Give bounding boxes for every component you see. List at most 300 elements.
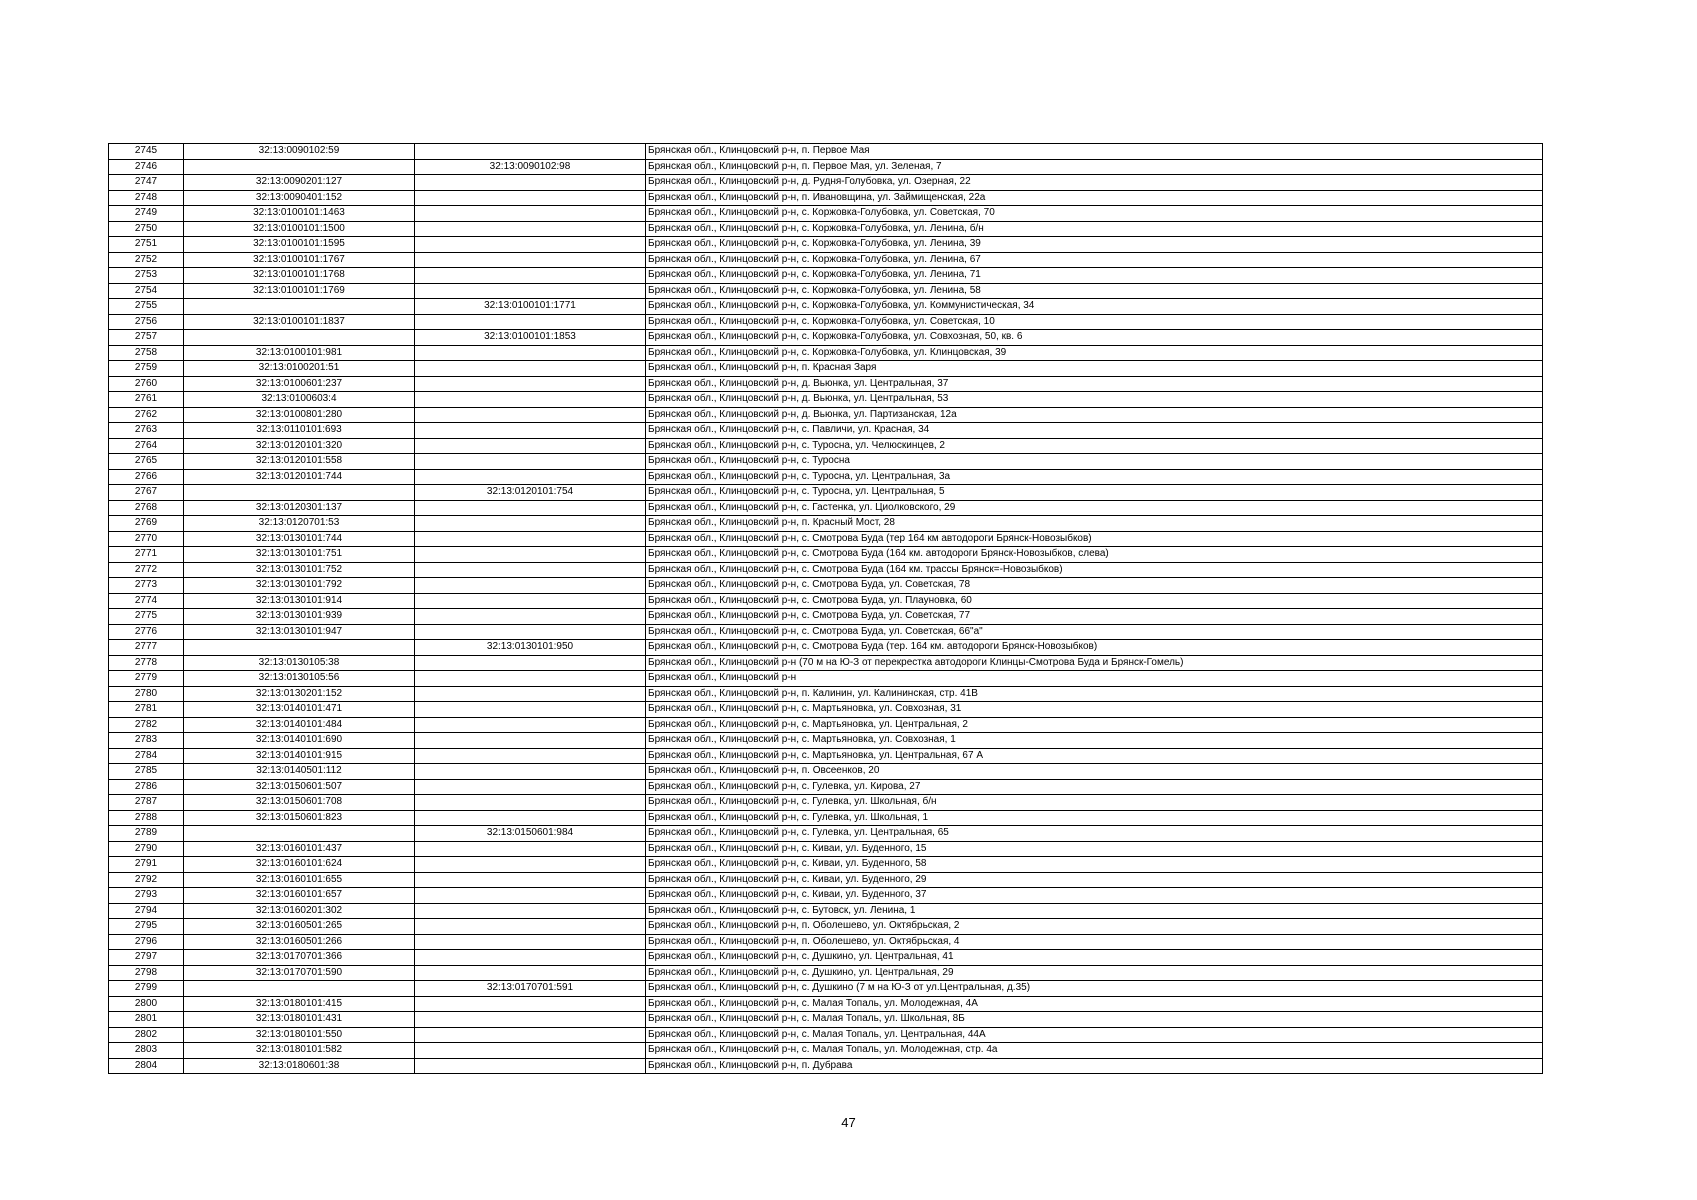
cell-row-number: 2757 (109, 330, 184, 346)
cell-cadastral-number-alt (415, 206, 646, 222)
cell-cadastral-number: 32:13:0140501:112 (184, 764, 415, 780)
cell-cadastral-number-alt (415, 950, 646, 966)
cell-row-number: 2784 (109, 748, 184, 764)
cell-cadastral-number-alt (415, 175, 646, 191)
cell-cadastral-number-alt (415, 469, 646, 485)
cell-cadastral-number: 32:13:0160201:302 (184, 903, 415, 919)
cell-cadastral-number: 32:13:0180101:431 (184, 1012, 415, 1028)
table-row (109, 361, 1543, 377)
table-row (109, 314, 1543, 330)
cell-address: Брянская обл., Клинцовский р-н, д. Вьюнка, ул. Центральная, 53 (646, 392, 1543, 408)
cell-cadastral-number-alt: 32:13:0090102:98 (415, 159, 646, 175)
cell-address: Брянская обл., Клинцовский р-н, с. Смотрова Буда, ул. Плауновка, 60 (646, 593, 1543, 609)
cell-address: Брянская обл., Клинцовский р-н, п. Оболешево, ул. Октябрьская, 2 (646, 919, 1543, 935)
cell-cadastral-number: 32:13:0100101:1595 (184, 237, 415, 253)
table-row (109, 841, 1543, 857)
cell-cadastral-number-alt: 32:13:0100101:1853 (415, 330, 646, 346)
table-row (109, 1012, 1543, 1028)
cell-row-number: 2783 (109, 733, 184, 749)
cell-cadastral-number: 32:13:0170701:590 (184, 965, 415, 981)
cell-cadastral-number: 32:13:0140101:471 (184, 702, 415, 718)
cell-row-number: 2748 (109, 190, 184, 206)
cell-row-number: 2747 (109, 175, 184, 191)
cell-cadastral-number-alt (415, 888, 646, 904)
cell-row-number: 2764 (109, 438, 184, 454)
cell-cadastral-number-alt (415, 1058, 646, 1074)
cell-row-number: 2796 (109, 934, 184, 950)
cell-cadastral-number-alt (415, 810, 646, 826)
cell-cadastral-number: 32:13:0160101:437 (184, 841, 415, 857)
table-row (109, 392, 1543, 408)
cell-cadastral-number: 32:13:0110101:693 (184, 423, 415, 439)
cell-address: Брянская обл., Клинцовский р-н, с. Мартьяновка, ул. Совхозная, 31 (646, 702, 1543, 718)
cell-row-number: 2765 (109, 454, 184, 470)
table-row (109, 268, 1543, 284)
cell-row-number: 2774 (109, 593, 184, 609)
cell-cadastral-number: 32:13:0090102:59 (184, 144, 415, 160)
cell-cadastral-number-alt (415, 702, 646, 718)
cell-cadastral-number: 32:13:0130101:947 (184, 624, 415, 640)
cell-address: Брянская обл., Клинцовский р-н, с. Малая Топаль, ул. Молодежная, стр. 4а (646, 1043, 1543, 1059)
table-row (109, 283, 1543, 299)
cell-row-number: 2759 (109, 361, 184, 377)
cell-row-number: 2745 (109, 144, 184, 160)
cell-address: Брянская обл., Клинцовский р-н, д. Рудня-Голубовка, ул. Озерная, 22 (646, 175, 1543, 191)
cell-cadastral-number-alt: 32:13:0130101:950 (415, 640, 646, 656)
table-row (109, 795, 1543, 811)
cell-cadastral-number-alt (415, 531, 646, 547)
cell-cadastral-number-alt: 32:13:0120101:754 (415, 485, 646, 501)
cell-cadastral-number-alt (415, 345, 646, 361)
cell-cadastral-number-alt (415, 144, 646, 160)
cell-address: Брянская обл., Клинцовский р-н, п. Ивановщина, ул. Займищенская, 22а (646, 190, 1543, 206)
cell-row-number: 2751 (109, 237, 184, 253)
cell-address: Брянская обл., Клинцовский р-н, с. Душкино, ул. Центральная, 29 (646, 965, 1543, 981)
cell-cadastral-number-alt (415, 237, 646, 253)
cell-row-number: 2749 (109, 206, 184, 222)
cell-cadastral-number: 32:13:0100101:1767 (184, 252, 415, 268)
cell-row-number: 2787 (109, 795, 184, 811)
cell-address: Брянская обл., Клинцовский р-н, с. Гулевка, ул. Школьная, б/н (646, 795, 1543, 811)
cell-cadastral-number-alt (415, 454, 646, 470)
table-row (109, 562, 1543, 578)
cell-address: Брянская обл., Клинцовский р-н, с. Туросна (646, 454, 1543, 470)
cell-cadastral-number-alt (415, 965, 646, 981)
cell-row-number: 2750 (109, 221, 184, 237)
cell-row-number: 2804 (109, 1058, 184, 1074)
cell-cadastral-number: 32:13:0100801:280 (184, 407, 415, 423)
cell-address: Брянская обл., Клинцовский р-н, с. Душкино, ул. Центральная, 41 (646, 950, 1543, 966)
cell-cadastral-number-alt (415, 547, 646, 563)
table-row (109, 159, 1543, 175)
table-row (109, 175, 1543, 191)
cell-cadastral-number: 32:13:0180601:38 (184, 1058, 415, 1074)
cell-cadastral-number: 32:13:0180101:582 (184, 1043, 415, 1059)
cell-row-number: 2795 (109, 919, 184, 935)
cell-cadastral-number-alt (415, 283, 646, 299)
cell-address: Брянская обл., Клинцовский р-н, с. Коржовка-Голубовка, ул. Совхозная, 50, кв. 6 (646, 330, 1543, 346)
cell-row-number: 2746 (109, 159, 184, 175)
table-row (109, 702, 1543, 718)
cell-address: Брянская обл., Клинцовский р-н, с. Гулевка, ул. Кирова, 27 (646, 779, 1543, 795)
cell-cadastral-number-alt (415, 996, 646, 1012)
cell-address: Брянская обл., Клинцовский р-н, п. Дубрава (646, 1058, 1543, 1074)
cell-cadastral-number-alt (415, 190, 646, 206)
cell-cadastral-number: 32:13:0160501:266 (184, 934, 415, 950)
table-row (109, 717, 1543, 733)
table-row (109, 299, 1543, 315)
cell-cadastral-number-alt (415, 609, 646, 625)
table-row (109, 903, 1543, 919)
table-row (109, 330, 1543, 346)
cell-cadastral-number-alt (415, 1027, 646, 1043)
cell-address: Брянская обл., Клинцовский р-н, с. Киваи, ул. Буденного, 29 (646, 872, 1543, 888)
cell-cadastral-number-alt (415, 655, 646, 671)
cell-cadastral-number: 32:13:0100101:1500 (184, 221, 415, 237)
cell-cadastral-number: 32:13:0090201:127 (184, 175, 415, 191)
cell-row-number: 2777 (109, 640, 184, 656)
cell-address: Брянская обл., Клинцовский р-н, с. Малая Топаль, ул. Центральная, 44А (646, 1027, 1543, 1043)
cell-cadastral-number: 32:13:0140101:915 (184, 748, 415, 764)
table-row (109, 919, 1543, 935)
cell-cadastral-number: 32:13:0130101:914 (184, 593, 415, 609)
cell-cadastral-number (184, 299, 415, 315)
cell-cadastral-number: 32:13:0100601:237 (184, 376, 415, 392)
cell-address: Брянская обл., Клинцовский р-н, с. Смотрова Буда (тер 164 км автодороги Брянск-Новозыбков) (646, 531, 1543, 547)
table-row (109, 686, 1543, 702)
cell-row-number: 2776 (109, 624, 184, 640)
cell-row-number: 2775 (109, 609, 184, 625)
cell-address: Брянская обл., Клинцовский р-н, с. Коржовка-Голубовка, ул. Ленина, 39 (646, 237, 1543, 253)
cell-cadastral-number (184, 330, 415, 346)
cell-cadastral-number-alt (415, 268, 646, 284)
cell-cadastral-number-alt (415, 361, 646, 377)
cell-address: Брянская обл., Клинцовский р-н (646, 671, 1543, 687)
cell-cadastral-number (184, 485, 415, 501)
cell-address: Брянская обл., Клинцовский р-н, с. Коржовка-Голубовка, ул. Клинцовская, 39 (646, 345, 1543, 361)
table-row (109, 733, 1543, 749)
cell-address: Брянская обл., Клинцовский р-н, с. Душкино (7 м на Ю-З от ул.Центральная, д.35) (646, 981, 1543, 997)
cell-address: Брянская обл., Клинцовский р-н, с. Павличи, ул. Красная, 34 (646, 423, 1543, 439)
table-row (109, 578, 1543, 594)
cell-address: Брянская обл., Клинцовский р-н, с. Коржовка-Голубовка, ул. Ленина, б/н (646, 221, 1543, 237)
table-row (109, 252, 1543, 268)
table-row (109, 1043, 1543, 1059)
cell-address: Брянская обл., Клинцовский р-н, с. Бутовск, ул. Ленина, 1 (646, 903, 1543, 919)
cell-address: Брянская обл., Клинцовский р-н, п. Оболешево, ул. Октябрьская, 4 (646, 934, 1543, 950)
cell-row-number: 2761 (109, 392, 184, 408)
cell-row-number: 2791 (109, 857, 184, 873)
cell-cadastral-number: 32:13:0100101:1769 (184, 283, 415, 299)
cell-cadastral-number: 32:13:0140101:484 (184, 717, 415, 733)
cell-cadastral-number: 32:13:0130101:752 (184, 562, 415, 578)
cell-address: Брянская обл., Клинцовский р-н, с. Коржовка-Голубовка, ул. Советская, 70 (646, 206, 1543, 222)
cell-cadastral-number: 32:13:0120101:320 (184, 438, 415, 454)
cell-address: Брянская обл., Клинцовский р-н, с. Мартьяновка, ул. Центральная, 2 (646, 717, 1543, 733)
cell-cadastral-number (184, 826, 415, 842)
cell-cadastral-number-alt (415, 221, 646, 237)
table-row (109, 888, 1543, 904)
cell-address: Брянская обл., Клинцовский р-н, п. Первое Мая, ул. Зеленая, 7 (646, 159, 1543, 175)
table-row (109, 516, 1543, 532)
cell-cadastral-number-alt (415, 500, 646, 516)
cell-cadastral-number-alt (415, 903, 646, 919)
cell-cadastral-number: 32:13:0130201:152 (184, 686, 415, 702)
cell-cadastral-number-alt (415, 748, 646, 764)
cell-cadastral-number: 32:13:0100101:1768 (184, 268, 415, 284)
cell-row-number: 2766 (109, 469, 184, 485)
cell-cadastral-number: 32:13:0170701:366 (184, 950, 415, 966)
cell-cadastral-number: 32:13:0180101:550 (184, 1027, 415, 1043)
table-row (109, 857, 1543, 873)
cell-address: Брянская обл., Клинцовский р-н, п. Овсеенков, 20 (646, 764, 1543, 780)
cell-address: Брянская обл., Клинцовский р-н, с. Туросна, ул. Челюскинцев, 2 (646, 438, 1543, 454)
cell-row-number: 2760 (109, 376, 184, 392)
cell-cadastral-number (184, 159, 415, 175)
table-row (109, 407, 1543, 423)
registry-table-body (109, 144, 1543, 1074)
table-row (109, 500, 1543, 516)
cell-cadastral-number: 32:13:0120301:137 (184, 500, 415, 516)
cell-row-number: 2801 (109, 1012, 184, 1028)
cell-address: Брянская обл., Клинцовский р-н, с. Туросна, ул. Центральная, 5 (646, 485, 1543, 501)
cell-cadastral-number-alt (415, 841, 646, 857)
cell-cadastral-number-alt (415, 1043, 646, 1059)
table-row (109, 438, 1543, 454)
cell-row-number: 2794 (109, 903, 184, 919)
cell-address: Брянская обл., Клинцовский р-н, с. Коржовка-Голубовка, ул. Коммунистическая, 34 (646, 299, 1543, 315)
cell-cadastral-number-alt (415, 934, 646, 950)
cell-cadastral-number-alt: 32:13:0150601:984 (415, 826, 646, 842)
table-row (109, 764, 1543, 780)
cell-row-number: 2785 (109, 764, 184, 780)
table-row (109, 872, 1543, 888)
cell-cadastral-number: 32:13:0120101:744 (184, 469, 415, 485)
cell-cadastral-number-alt (415, 376, 646, 392)
table-row (109, 190, 1543, 206)
cell-cadastral-number: 32:13:0130105:38 (184, 655, 415, 671)
cell-row-number: 2797 (109, 950, 184, 966)
cell-row-number: 2788 (109, 810, 184, 826)
cell-cadastral-number-alt (415, 857, 646, 873)
table-row (109, 485, 1543, 501)
table-row (109, 965, 1543, 981)
cell-cadastral-number-alt (415, 764, 646, 780)
cell-cadastral-number: 32:13:0120701:53 (184, 516, 415, 532)
cell-cadastral-number: 32:13:0130101:751 (184, 547, 415, 563)
cell-row-number: 2800 (109, 996, 184, 1012)
table-row (109, 423, 1543, 439)
table-row (109, 469, 1543, 485)
cell-address: Брянская обл., Клинцовский р-н, с. Коржовка-Голубовка, ул. Ленина, 67 (646, 252, 1543, 268)
cell-cadastral-number: 32:13:0160101:657 (184, 888, 415, 904)
cell-cadastral-number: 32:13:0160101:624 (184, 857, 415, 873)
cell-cadastral-number: 32:13:0120101:558 (184, 454, 415, 470)
cell-row-number: 2786 (109, 779, 184, 795)
table-row (109, 609, 1543, 625)
cell-cadastral-number: 32:13:0160501:265 (184, 919, 415, 935)
cell-row-number: 2803 (109, 1043, 184, 1059)
cell-cadastral-number-alt (415, 392, 646, 408)
table-row (109, 206, 1543, 222)
cell-cadastral-number: 32:13:0130101:792 (184, 578, 415, 594)
cell-address: Брянская обл., Клинцовский р-н (70 м на Ю-З от перекрестка автодороги Клинцы-Смотрова Буда и Брянск-Гомель) (646, 655, 1543, 671)
cell-address: Брянская обл., Клинцовский р-н, с. Киваи, ул. Буденного, 58 (646, 857, 1543, 873)
cell-cadastral-number-alt (415, 407, 646, 423)
cell-row-number: 2793 (109, 888, 184, 904)
cell-cadastral-number (184, 981, 415, 997)
cell-cadastral-number-alt (415, 795, 646, 811)
table-row (109, 748, 1543, 764)
cell-address: Брянская обл., Клинцовский р-н, п. Первое Мая (646, 144, 1543, 160)
table-row (109, 934, 1543, 950)
cell-row-number: 2781 (109, 702, 184, 718)
cell-cadastral-number-alt: 32:13:0100101:1771 (415, 299, 646, 315)
cell-address: Брянская обл., Клинцовский р-н, с. Малая Топаль, ул. Молодежная, 4А (646, 996, 1543, 1012)
table-row (109, 237, 1543, 253)
cell-cadastral-number-alt (415, 671, 646, 687)
cell-row-number: 2753 (109, 268, 184, 284)
cell-cadastral-number-alt (415, 314, 646, 330)
cell-cadastral-number: 32:13:0160101:655 (184, 872, 415, 888)
cell-cadastral-number-alt (415, 423, 646, 439)
table-row (109, 779, 1543, 795)
cell-address: Брянская обл., Клинцовский р-н, с. Смотрова Буда, ул. Советская, 77 (646, 609, 1543, 625)
table-row (109, 547, 1543, 563)
cell-cadastral-number: 32:13:0100101:981 (184, 345, 415, 361)
cell-address: Брянская обл., Клинцовский р-н, д. Вьюнка, ул. Центральная, 37 (646, 376, 1543, 392)
cell-row-number: 2755 (109, 299, 184, 315)
cell-cadastral-number: 32:13:0100101:1837 (184, 314, 415, 330)
cell-address: Брянская обл., Клинцовский р-н, с. Смотрова Буда, ул. Советская, 66"а" (646, 624, 1543, 640)
cell-cadastral-number-alt (415, 733, 646, 749)
table-row (109, 376, 1543, 392)
cell-row-number: 2802 (109, 1027, 184, 1043)
cell-row-number: 2782 (109, 717, 184, 733)
cell-address: Брянская обл., Клинцовский р-н, с. Смотрова Буда (164 км. трассы Брянск=-Новозыбков) (646, 562, 1543, 578)
cell-address: Брянская обл., Клинцовский р-н, с. Смотрова Буда, ул. Советская, 78 (646, 578, 1543, 594)
registry-table (108, 143, 1543, 1074)
cell-address: Брянская обл., Клинцовский р-н, с. Коржовка-Голубовка, ул. Ленина, 58 (646, 283, 1543, 299)
page-number: 47 (841, 1115, 856, 1130)
cell-row-number: 2756 (109, 314, 184, 330)
cell-row-number: 2762 (109, 407, 184, 423)
cell-row-number: 2758 (109, 345, 184, 361)
cell-address: Брянская обл., Клинцовский р-н, д. Вьюнка, ул. Партизанская, 12а (646, 407, 1543, 423)
cell-cadastral-number: 32:13:0130105:56 (184, 671, 415, 687)
cell-row-number: 2789 (109, 826, 184, 842)
table-row (109, 1058, 1543, 1074)
table-row (109, 624, 1543, 640)
cell-cadastral-number-alt (415, 779, 646, 795)
cell-row-number: 2768 (109, 500, 184, 516)
cell-cadastral-number: 32:13:0100603:4 (184, 392, 415, 408)
cell-row-number: 2773 (109, 578, 184, 594)
cell-address: Брянская обл., Клинцовский р-н, с. Гулевка, ул. Школьная, 1 (646, 810, 1543, 826)
table-row (109, 950, 1543, 966)
cell-cadastral-number-alt: 32:13:0170701:591 (415, 981, 646, 997)
cell-address: Брянская обл., Клинцовский р-н, п. Калинин, ул. Калининская, стр. 41В (646, 686, 1543, 702)
table-row (109, 144, 1543, 160)
cell-address: Брянская обл., Клинцовский р-н, с. Гастенка, ул. Циолковского, 29 (646, 500, 1543, 516)
cell-cadastral-number (184, 640, 415, 656)
cell-cadastral-number: 32:13:0150601:507 (184, 779, 415, 795)
cell-cadastral-number: 32:13:0090401:152 (184, 190, 415, 206)
cell-address: Брянская обл., Клинцовский р-н, с. Киваи, ул. Буденного, 37 (646, 888, 1543, 904)
cell-cadastral-number-alt (415, 516, 646, 532)
cell-cadastral-number-alt (415, 578, 646, 594)
cell-cadastral-number-alt (415, 919, 646, 935)
cell-cadastral-number: 32:13:0150601:708 (184, 795, 415, 811)
cell-cadastral-number: 32:13:0100201:51 (184, 361, 415, 377)
cell-cadastral-number-alt (415, 562, 646, 578)
table-row (109, 345, 1543, 361)
cell-row-number: 2769 (109, 516, 184, 532)
cell-cadastral-number: 32:13:0130101:744 (184, 531, 415, 547)
table-row (109, 996, 1543, 1012)
cell-row-number: 2763 (109, 423, 184, 439)
cell-row-number: 2799 (109, 981, 184, 997)
cell-row-number: 2752 (109, 252, 184, 268)
cell-row-number: 2792 (109, 872, 184, 888)
cell-cadastral-number-alt (415, 717, 646, 733)
cell-row-number: 2771 (109, 547, 184, 563)
cell-address: Брянская обл., Клинцовский р-н, с. Смотрова Буда (164 км. автодороги Брянск-Новозыбков, слева) (646, 547, 1543, 563)
cell-cadastral-number: 32:13:0180101:415 (184, 996, 415, 1012)
cell-cadastral-number-alt (415, 624, 646, 640)
cell-row-number: 2779 (109, 671, 184, 687)
cell-cadastral-number-alt (415, 252, 646, 268)
cell-cadastral-number: 32:13:0140101:690 (184, 733, 415, 749)
table-row (109, 531, 1543, 547)
cell-address: Брянская обл., Клинцовский р-н, с. Смотрова Буда (тер. 164 км. автодороги Брянск-Новозыбков) (646, 640, 1543, 656)
table-row (109, 655, 1543, 671)
table-row (109, 640, 1543, 656)
table-row (109, 671, 1543, 687)
cell-row-number: 2780 (109, 686, 184, 702)
cell-address: Брянская обл., Клинцовский р-н, п. Красная Заря (646, 361, 1543, 377)
cell-cadastral-number-alt (415, 1012, 646, 1028)
cell-cadastral-number-alt (415, 593, 646, 609)
cell-cadastral-number-alt (415, 686, 646, 702)
cell-address: Брянская обл., Клинцовский р-н, с. Туросна, ул. Центральная, 3а (646, 469, 1543, 485)
cell-address: Брянская обл., Клинцовский р-н, с. Коржовка-Голубовка, ул. Ленина, 71 (646, 268, 1543, 284)
cell-row-number: 2767 (109, 485, 184, 501)
table-row (109, 1027, 1543, 1043)
cell-cadastral-number-alt (415, 872, 646, 888)
cell-cadastral-number: 32:13:0130101:939 (184, 609, 415, 625)
cell-row-number: 2772 (109, 562, 184, 578)
cell-row-number: 2778 (109, 655, 184, 671)
cell-address: Брянская обл., Клинцовский р-н, п. Красный Мост, 28 (646, 516, 1543, 532)
cell-row-number: 2770 (109, 531, 184, 547)
table-row (109, 810, 1543, 826)
cell-cadastral-number: 32:13:0150601:823 (184, 810, 415, 826)
cell-row-number: 2790 (109, 841, 184, 857)
table-row (109, 826, 1543, 842)
cell-address: Брянская обл., Клинцовский р-н, с. Мартьяновка, ул. Центральная, 67 А (646, 748, 1543, 764)
table-row (109, 981, 1543, 997)
cell-address: Брянская обл., Клинцовский р-н, с. Гулевка, ул. Центральная, 65 (646, 826, 1543, 842)
cell-address: Брянская обл., Клинцовский р-н, с. Коржовка-Голубовка, ул. Советская, 10 (646, 314, 1543, 330)
cell-row-number: 2754 (109, 283, 184, 299)
cell-address: Брянская обл., Клинцовский р-н, с. Киваи, ул. Буденного, 15 (646, 841, 1543, 857)
cell-address: Брянская обл., Клинцовский р-н, с. Малая Топаль, ул. Школьная, 8Б (646, 1012, 1543, 1028)
cell-row-number: 2798 (109, 965, 184, 981)
cell-cadastral-number-alt (415, 438, 646, 454)
table-row (109, 221, 1543, 237)
table-row (109, 454, 1543, 470)
